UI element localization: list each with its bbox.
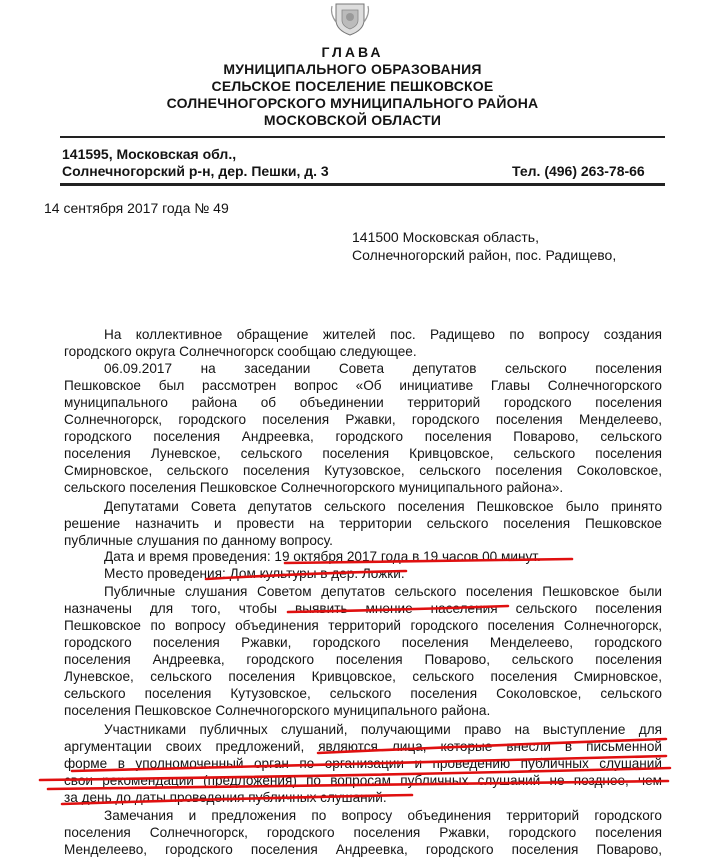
body-line: поселения Андреевка, городского поселения Поварово, сельского поселения	[64, 652, 662, 667]
body-line: Пешковское по вопросу объединения территорий городского поселения Солнечногорск,	[64, 618, 662, 633]
body-line: 06.09.2017 на заседании Совета депутатов сельского поселения	[104, 361, 662, 376]
address-line-1: 141595, Московская обл.,	[62, 146, 237, 162]
document-date: 14 сентября 2017 года № 49	[44, 200, 229, 216]
body-line-hearing-datetime: Дата и время проведения: 19 октября 2017 года в 19 часов 00 минут.	[104, 549, 541, 564]
body-line-hearing-place: Место проведения: Дом культуры в дер. Ложки.	[104, 566, 405, 581]
body-line: Участниками публичных слушаний, получающими право на выступление для	[104, 722, 662, 737]
recipient-line-1: 141500 Московская область,	[352, 229, 539, 245]
body-line: свои рекомендации (предложения) по вопросам публичных слушаний не позднее, чем	[64, 773, 662, 788]
header-title: ГЛАВА	[321, 44, 384, 60]
phone-number: Тел. (496) 263-78-66	[512, 163, 645, 179]
body-line: Замечания и предложения по вопросу объединения территорий городского	[104, 808, 662, 823]
body-line: назначены для того, чтобы выявить мнение населения сельского поселения	[64, 601, 662, 616]
header-line-3: СЕЛЬСКОЕ ПОСЕЛЕНИЕ ПЕШКОВСКОЕ	[211, 78, 494, 94]
body-line: решение назначить и провести на территории сельского поселения Пешковское	[64, 516, 662, 531]
body-line: Луневское, сельского поселения Кривцовское, сельского поселения Смирновское,	[64, 669, 662, 684]
header-line-4: СОЛНЕЧНОГОРСКОГО МУНИЦИПАЛЬНОГО РАЙОНА	[166, 95, 539, 111]
body-line: Смирновское, сельского поселения Кутузовское, сельского поселения Соколовское,	[64, 463, 662, 478]
body-line: за день до даты проведения публичных слушаний.	[64, 790, 387, 805]
body-line: форме в уполномоченный орган по организации и проведению публичных слушаний	[64, 756, 662, 771]
coat-of-arms-icon	[328, 0, 372, 36]
body-line: поселения Пешковское Солнечногорского муниципального района.	[64, 703, 491, 718]
body-line: муниципального района об объединении территорий городского поселения	[64, 395, 662, 410]
header-divider-top	[60, 136, 665, 138]
body-line: аргументации своих предложений, являются лица, которые внесли в письменной	[64, 739, 662, 754]
body-line: Пешковское был рассмотрен вопрос «Об инициативе Главы Солнечногорского	[64, 378, 662, 393]
body-line: городского округа Солнечногорск сообщаю следующее.	[64, 344, 417, 359]
header-divider-bottom	[60, 183, 665, 186]
body-line: поселения Луневское, сельского поселения Кривцовское, сельского поселения	[64, 446, 662, 461]
body-line: сельского поселения Пешковское Солнечногорского муниципального района».	[64, 480, 564, 495]
body-line: публичные слушания по данному вопросу.	[64, 533, 333, 548]
body-line: городского поселения Ржавки, городского поселения Менделеево, городского	[64, 635, 662, 650]
body-line: городского поселения Андреевка, городского поселения Поварово, сельского	[64, 429, 662, 444]
body-line: Публичные слушания Советом депутатов сельского поселения Пешковское были	[104, 584, 662, 599]
body-line: Менделеево, городского поселения Андреевка, городского поселения Поварово,	[64, 842, 662, 857]
header-line-2: МУНИЦИПАЛЬНОГО ОБРАЗОВАНИЯ	[223, 61, 482, 77]
body-line: Солнечногорск, городского поселения Ржавки, городского поселения Менделеево,	[64, 412, 662, 427]
body-line: сельского поселения Кутузовское, сельского поселения Соколовское, сельского	[64, 686, 662, 701]
recipient-line-2: Солнечногорский район, пос. Радищево,	[352, 247, 617, 263]
body-line: Депутатами Совета депутатов сельского поселения Пешковское было принято	[104, 499, 662, 514]
body-line: На коллективное обращение жителей пос. Радищево по вопросу создания	[104, 327, 662, 342]
address-line-2: Солнечногорский р-н, дер. Пешки, д. 3	[62, 163, 329, 179]
body-line: поселения Солнечногорск, городского поселения Ржавки, городского поселения	[64, 825, 662, 840]
header-line-5: МОСКОВСКОЙ ОБЛАСТИ	[263, 112, 442, 128]
